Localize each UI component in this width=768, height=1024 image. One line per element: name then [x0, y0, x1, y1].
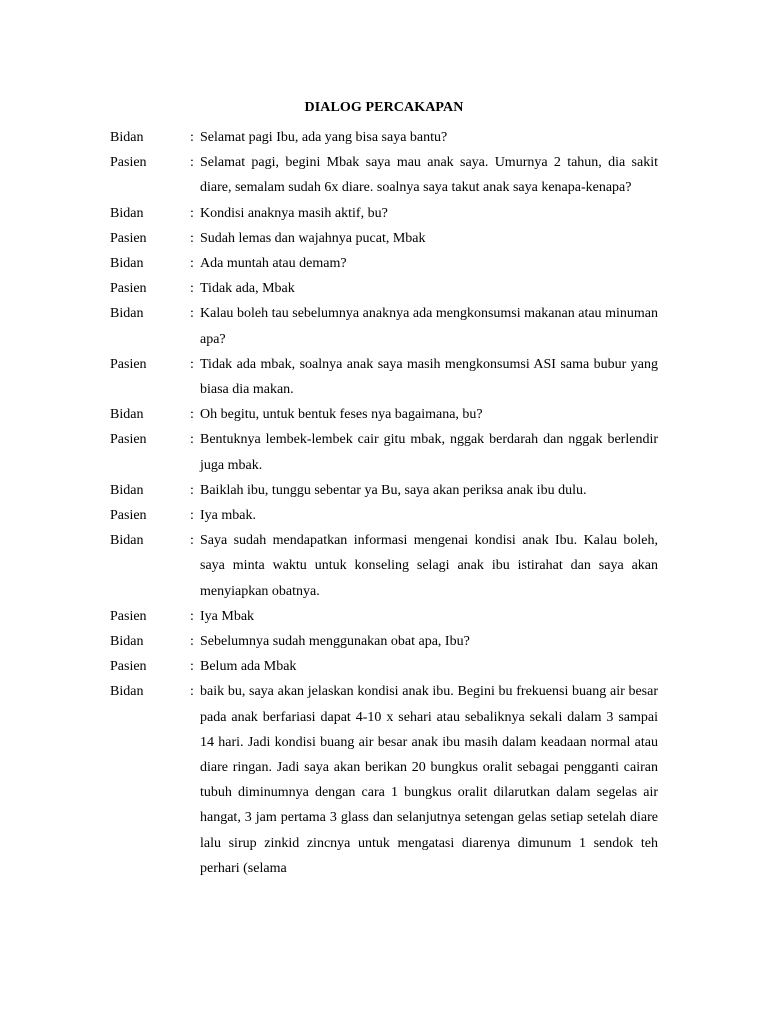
- utterance-text: Iya mbak.: [200, 508, 256, 524]
- document-title: DIALOG PERCAKAPAN: [304, 100, 464, 115]
- dialog-line: [110, 528, 658, 604]
- utterance-text: Tidak ada, Mbak: [200, 281, 295, 297]
- dialog-line: [110, 276, 658, 301]
- colon-separator: :: [190, 281, 194, 297]
- utterance-text: Selamat pagi Ibu, ada yang bisa saya bantu?: [200, 130, 448, 145]
- colon-separator: :: [190, 407, 194, 423]
- speaker-label: Pasien: [110, 508, 147, 524]
- utterance-text: Iya Mbak: [200, 608, 255, 624]
- speaker-label: Pasien: [110, 230, 147, 246]
- utterance-text: Sebelumnya sudah menggunakan obat apa, Ibu?: [200, 634, 470, 650]
- colon-separator: :: [190, 482, 194, 498]
- colon-separator: :: [190, 608, 194, 624]
- dialog-line: [110, 125, 658, 150]
- utterance-text: Oh begitu, untuk bentuk feses nya bagaimana, bu?: [200, 407, 483, 423]
- speaker-label: Bidan: [110, 684, 144, 700]
- dialog-line: [110, 150, 658, 200]
- colon-separator: :: [190, 356, 194, 372]
- colon-separator: :: [190, 155, 194, 171]
- utterance-text: Ada muntah atau demam?: [200, 256, 347, 272]
- colon-separator: :: [190, 508, 194, 524]
- utterance-text: Bentuknya lembek-lembek cair gitu mbak, nggak berdarah dan nggak berlendir juga mbak.: [200, 432, 658, 473]
- dialog-line: [110, 503, 658, 528]
- dialog-line: [110, 654, 658, 679]
- dialog-line: [110, 679, 658, 881]
- colon-separator: :: [190, 634, 194, 650]
- colon-separator: :: [190, 230, 194, 246]
- speaker-label: Pasien: [110, 608, 147, 624]
- dialog-line: [110, 352, 658, 402]
- speaker-label: Bidan: [110, 306, 144, 322]
- speaker-label: Bidan: [110, 205, 144, 221]
- dialog-line: [110, 201, 658, 226]
- colon-separator: :: [190, 130, 194, 145]
- dialog-line: [110, 226, 658, 251]
- colon-separator: :: [190, 533, 194, 549]
- dialog-line: [110, 251, 658, 276]
- speaker-label: Pasien: [110, 659, 147, 675]
- colon-separator: :: [190, 306, 194, 322]
- speaker-label: Bidan: [110, 533, 144, 549]
- utterance-text: Kalau boleh tau sebelumnya anaknya ada mengkonsumsi makanan atau minuman apa?: [200, 306, 658, 347]
- speaker-label: Pasien: [110, 432, 147, 448]
- utterance-text: Saya sudah mendapatkan informasi mengenai kondisi anak Ibu. Kalau boleh, saya minta waktu untuk konseling selagi anak ibu istirahat dan saya akan menyiapkan obatnya.: [200, 533, 658, 599]
- utterance-text: Kondisi anaknya masih aktif, bu?: [200, 205, 388, 221]
- colon-separator: :: [190, 256, 194, 272]
- utterance-text: Tidak ada mbak, soalnya anak saya masih mengkonsumsi ASI sama bubur yang biasa dia makan.: [200, 356, 658, 398]
- colon-separator: :: [190, 205, 194, 221]
- speaker-label: Pasien: [110, 155, 147, 171]
- dialog-line: [110, 301, 658, 351]
- speaker-label: Bidan: [110, 634, 144, 650]
- dialog-line: [110, 604, 658, 629]
- dialog-line: [110, 402, 658, 427]
- dialog-list: [110, 125, 658, 881]
- speaker-label: Pasien: [110, 281, 147, 297]
- speaker-label: Bidan: [110, 130, 144, 145]
- dialog-line: [110, 629, 658, 654]
- utterance-text: Sudah lemas dan wajahnya pucat, Mbak: [200, 230, 426, 246]
- dialog-line: [110, 427, 658, 477]
- utterance-text: baik bu, saya akan jelaskan kondisi anak ibu. Begini bu frekuensi buang air besar pada anak berfariasi dapat 4-10 x sehari atau sebaliknya sekali dalam 3 sampai 14 hari. Jadi kondisi buang air besar anak ibu masih dalam keadaan normal atau diare ringan. Jadi saya akan berikan 20 bungkus oralit sebagai pengganti cairan tubuh diminumnya dengan cara 1 bungkus oralit dilarutkan dalam segelas air hangat, 3 jam pertama 3 glass dan selanjutnya setengan gelas setiap setelah diare lalu sirup zinkid zincnya untuk mengatasi diarenya dimunum 1 sendok teh perhari (selama: [200, 684, 658, 876]
- utterance-text: Belum ada Mbak: [200, 659, 297, 675]
- speaker-label: Bidan: [110, 256, 144, 272]
- colon-separator: :: [190, 684, 194, 700]
- speaker-label: Bidan: [110, 482, 144, 498]
- utterance-text: Selamat pagi, begini Mbak saya mau anak saya. Umurnya 2 tahun, dia sakit diare, semalam sudah 6x diare. soalnya saya takut anak saya kenapa-kenapa?: [200, 155, 658, 196]
- colon-separator: :: [190, 659, 194, 675]
- dialog-line: [110, 478, 658, 503]
- speaker-label: Pasien: [110, 356, 147, 372]
- speaker-label: Bidan: [110, 407, 144, 423]
- colon-separator: :: [190, 432, 194, 448]
- utterance-text: Baiklah ibu, tunggu sebentar ya Bu, saya akan periksa anak ibu dulu.: [200, 482, 587, 498]
